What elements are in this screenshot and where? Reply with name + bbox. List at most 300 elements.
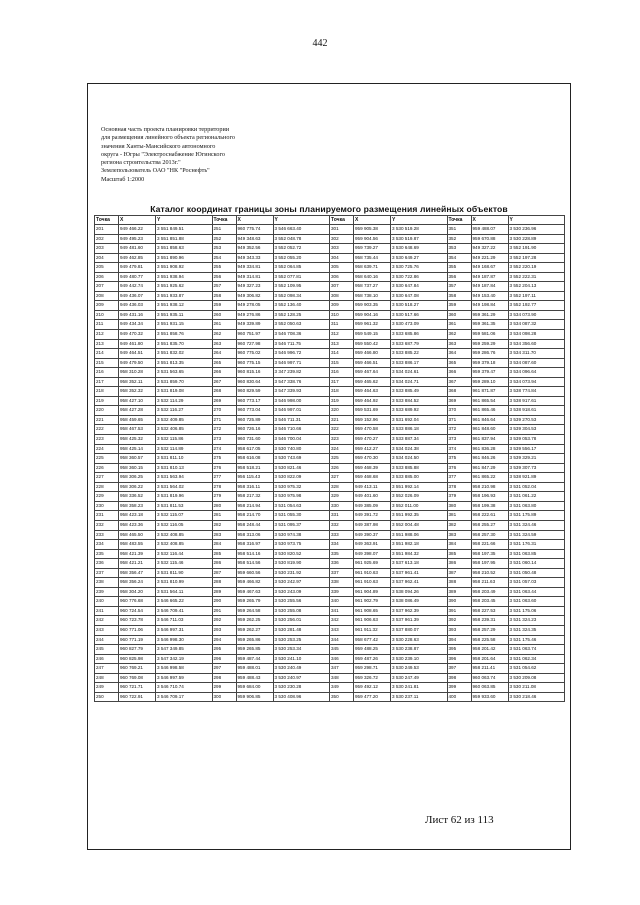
- point-cell: 359: [447, 301, 471, 311]
- point-cell: 309: [330, 301, 354, 311]
- x-cell: 949 479.81: [119, 263, 156, 273]
- y-cell: 3 532 115.46: [156, 559, 213, 569]
- x-cell: 960 724.54: [119, 606, 156, 616]
- point-cell: 338: [330, 578, 354, 588]
- x-cell: 956 115.43: [236, 473, 273, 483]
- y-cell: 3 530 249.53: [391, 664, 448, 674]
- point-cell: 288: [212, 578, 236, 588]
- point-cell: 256: [212, 272, 236, 282]
- x-cell: 959 265.86: [236, 635, 273, 645]
- table-row: [95, 673, 565, 683]
- point-cell: 330: [330, 501, 354, 511]
- point-cell: 278: [212, 482, 236, 492]
- x-cell: 949 464.51: [119, 349, 156, 359]
- table-row: [95, 463, 565, 473]
- y-cell: 3 533 886.18: [391, 425, 448, 435]
- y-cell: 3 533 687.79: [391, 339, 448, 349]
- x-cell: 949 479.50: [119, 358, 156, 368]
- x-cell: 959 905.38: [354, 225, 391, 235]
- y-cell: 3 533 886.17: [391, 358, 448, 368]
- point-cell: 303: [330, 244, 354, 254]
- point-cell: 271: [212, 415, 236, 425]
- y-cell: 3 552 050.63: [273, 320, 330, 330]
- point-cell: 206: [95, 272, 119, 282]
- y-cell: 3 551 938.94: [156, 272, 213, 282]
- point-cell: 296: [212, 654, 236, 664]
- x-cell: 961 848.60: [471, 425, 508, 435]
- point-cell: 369: [447, 396, 471, 406]
- point-cell: 351: [447, 225, 471, 235]
- point-cell: 268: [212, 387, 236, 397]
- x-cell: 960 726.16: [236, 425, 273, 435]
- x-cell: 949 436.03: [119, 301, 156, 311]
- y-cell: 3 531 324.23: [508, 616, 565, 626]
- point-cell: 360: [447, 310, 471, 320]
- x-cell: 958 423.18: [119, 511, 156, 521]
- x-cell: 961 911.32: [354, 625, 391, 635]
- point-cell: 281: [212, 511, 236, 521]
- x-cell: 949 221.29: [471, 253, 508, 263]
- y-cell: 3 552 197.28: [508, 253, 565, 263]
- y-cell: 3 531 324.59: [508, 530, 565, 540]
- x-cell: 949 327.23: [236, 282, 273, 292]
- table-row: [95, 492, 565, 502]
- x-cell: 959 488.01: [236, 664, 273, 674]
- point-cell: 368: [447, 387, 471, 397]
- x-cell: 960 775.02: [236, 349, 273, 359]
- x-cell: 959 464.63: [354, 387, 391, 397]
- table-row: [95, 654, 565, 664]
- y-cell: 3 551 851.88: [156, 234, 213, 244]
- y-cell: 3 534 096.64: [508, 368, 565, 378]
- point-cell: 313: [330, 339, 354, 349]
- point-cell: 312: [330, 330, 354, 340]
- x-cell: 958 356.24: [119, 578, 156, 588]
- point-cell: 250: [95, 692, 119, 702]
- point-cell: 242: [95, 616, 119, 626]
- y-cell: 3 534 073.94: [508, 377, 565, 387]
- table-row: [95, 635, 565, 645]
- y-cell: 3 552 055.20: [273, 253, 330, 263]
- point-cell: 227: [95, 473, 119, 483]
- x-cell: 961 902.79: [354, 597, 391, 607]
- point-cell: 205: [95, 263, 119, 273]
- point-cell: 316: [330, 368, 354, 378]
- table-row: [95, 597, 565, 607]
- point-cell: 396: [447, 654, 471, 664]
- y-cell: 3 551 992.35: [391, 511, 448, 521]
- point-cell: 380: [447, 501, 471, 511]
- y-cell: 3 551 890.96: [156, 253, 213, 263]
- y-cell: 3 530 236.96: [508, 225, 565, 235]
- y-cell: 3 530 231.92: [273, 568, 330, 578]
- point-cell: 325: [330, 454, 354, 464]
- x-cell: 958 197.95: [471, 559, 508, 569]
- point-cell: 328: [330, 482, 354, 492]
- y-cell: 3 552 128.25: [273, 310, 330, 320]
- point-cell: 280: [212, 501, 236, 511]
- x-cell: 960 063.85: [471, 683, 508, 693]
- x-cell: 958 518.21: [236, 463, 273, 473]
- point-cell: 385: [447, 549, 471, 559]
- y-cell: 3 539 556.17: [508, 444, 565, 454]
- point-cell: 395: [447, 645, 471, 655]
- point-cell: 383: [447, 530, 471, 540]
- x-cell: 959 466.80: [354, 349, 391, 359]
- y-cell: 3 531 063.74: [508, 645, 565, 655]
- x-cell: 960 773.17: [236, 396, 273, 406]
- y-cell: 3 537 962.39: [391, 606, 448, 616]
- y-cell: 3 533 689.92: [391, 406, 448, 416]
- y-cell: 3 530 975.98: [273, 492, 330, 502]
- table-row: [95, 540, 565, 550]
- y-cell: 3 552 048.78: [273, 234, 330, 244]
- x-cell: 958 483.55: [119, 540, 156, 550]
- y-cell: 3 552 220.19: [508, 263, 565, 273]
- point-cell: 354: [447, 253, 471, 263]
- x-cell: 961 910.63: [354, 578, 391, 588]
- point-cell: 284: [212, 540, 236, 550]
- y-cell: 3 546 711.31: [273, 415, 330, 425]
- y-cell: 3 546 663.40: [273, 225, 330, 235]
- y-cell: 3 531 063.80: [508, 501, 565, 511]
- point-cell: 371: [447, 415, 471, 425]
- x-cell: 961 865.54: [471, 396, 508, 406]
- y-cell: 3 546 710.66: [273, 425, 330, 435]
- x-cell: 959 468.39: [354, 463, 391, 473]
- y-cell: 3 546 997.31: [156, 625, 213, 635]
- x-cell: 959 549.15: [354, 330, 391, 340]
- point-cell: 373: [447, 435, 471, 445]
- y-cell: 3 546 711.03: [156, 616, 213, 626]
- point-cell: 319: [330, 396, 354, 406]
- table-row: [95, 396, 565, 406]
- x-cell: 959 470.27: [354, 435, 391, 445]
- y-cell: 3 530 821.46: [273, 463, 330, 473]
- x-cell: 960 827.79: [119, 645, 156, 655]
- point-cell: 201: [95, 225, 119, 235]
- x-cell: 949 398.07: [354, 549, 391, 559]
- point-cell: 216: [95, 368, 119, 378]
- y-cell: 3 531 811.53: [156, 501, 213, 511]
- y-cell: 3 531 176.31: [508, 540, 565, 550]
- point-cell: 336: [330, 559, 354, 569]
- x-cell: 960 721.71: [119, 683, 156, 693]
- x-cell: 959 298.71: [354, 664, 391, 674]
- header-line: Землепользователь ОАО "НК "Роснефть": [101, 167, 210, 175]
- point-cell: 321: [330, 415, 354, 425]
- y-cell: 3 532 408.85: [156, 530, 213, 540]
- point-cell: 331: [330, 511, 354, 521]
- x-cell: 958 421.21: [119, 559, 156, 569]
- table-row: [95, 587, 565, 597]
- x-cell: 958 316.97: [236, 540, 273, 550]
- x-cell: 958 617.05: [236, 444, 273, 454]
- x-cell: 958 639.71: [354, 263, 391, 273]
- point-cell: 356: [447, 272, 471, 282]
- x-cell: 949 387.98: [354, 520, 391, 530]
- point-cell: 308: [330, 291, 354, 301]
- y-cell: 3 531 564.11: [156, 587, 213, 597]
- table-row: [95, 454, 565, 464]
- x-cell: 959 933.60: [471, 692, 508, 702]
- x-cell: 959 467.63: [236, 587, 273, 597]
- x-cell: 958 336.52: [119, 492, 156, 502]
- table-row: [95, 616, 565, 626]
- x-cell: 958 640.16: [354, 272, 391, 282]
- column-header: X: [471, 216, 508, 225]
- x-cell: 958 427.28: [119, 406, 156, 416]
- x-cell: 958 196.93: [471, 492, 508, 502]
- point-cell: 361: [447, 320, 471, 330]
- y-cell: 3 531 175.89: [508, 511, 565, 521]
- point-cell: 219: [95, 396, 119, 406]
- point-cell: 235: [95, 549, 119, 559]
- x-cell: 961 847.29: [471, 463, 508, 473]
- x-cell: 960 063.74: [471, 673, 508, 683]
- x-cell: 949 278.05: [236, 301, 273, 311]
- point-cell: 377: [447, 473, 471, 483]
- point-cell: 231: [95, 511, 119, 521]
- x-cell: 949 363.91: [354, 540, 391, 550]
- point-cell: 275: [212, 454, 236, 464]
- point-cell: 364: [447, 349, 471, 359]
- y-cell: 3 530 473.09: [391, 320, 448, 330]
- point-cell: 229: [95, 492, 119, 502]
- y-cell: 3 546 997.71: [273, 358, 330, 368]
- y-cell: 3 539 053.78: [508, 435, 565, 445]
- y-cell: 3 533 884.52: [391, 396, 448, 406]
- y-cell: 3 552 222.31: [508, 272, 565, 282]
- y-cell: 3 530 740.80: [273, 444, 330, 454]
- x-cell: 958 211.63: [471, 578, 508, 588]
- x-cell: 958 225.58: [471, 635, 508, 645]
- y-cell: 3 551 933.87: [156, 291, 213, 301]
- y-cell: 3 538 921.89: [508, 473, 565, 483]
- point-cell: 337: [330, 568, 354, 578]
- point-cell: 317: [330, 377, 354, 387]
- x-cell: 959 531.69: [354, 406, 391, 416]
- x-cell: 959 739.27: [354, 244, 391, 254]
- y-cell: 3 551 984.32: [391, 549, 448, 559]
- y-cell: 3 530 725.76: [391, 263, 448, 273]
- column-header: Y: [156, 216, 213, 225]
- y-cell: 3 530 243.09: [273, 587, 330, 597]
- point-cell: 264: [212, 349, 236, 359]
- table-row: [95, 568, 565, 578]
- y-cell: 3 530 240.97: [273, 673, 330, 683]
- point-cell: 267: [212, 377, 236, 387]
- point-cell: 358: [447, 291, 471, 301]
- point-cell: 247: [95, 664, 119, 674]
- x-cell: 949 461.80: [119, 339, 156, 349]
- y-cell: 3 530 228.89: [508, 234, 565, 244]
- y-cell: 3 530 973.75: [273, 540, 330, 550]
- table-body: [95, 225, 565, 702]
- column-header: X: [119, 216, 156, 225]
- y-cell: 3 546 708.36: [273, 330, 330, 340]
- point-cell: 266: [212, 368, 236, 378]
- y-cell: 3 546 665.22: [156, 597, 213, 607]
- point-cell: 398: [447, 673, 471, 683]
- x-cell: 958 459.65: [119, 415, 156, 425]
- x-cell: 949 352.56: [236, 244, 273, 254]
- x-cell: 959 262.27: [236, 625, 273, 635]
- y-cell: 3 530 647.84: [391, 282, 448, 292]
- x-cell: 958 423.36: [119, 520, 156, 530]
- point-cell: 318: [330, 387, 354, 397]
- point-cell: 301: [330, 225, 354, 235]
- point-cell: 387: [447, 568, 471, 578]
- point-cell: 399: [447, 683, 471, 693]
- y-cell: 3 552 052.72: [273, 244, 330, 254]
- y-cell: 3 539 307.73: [508, 463, 565, 473]
- x-cell: 958 203.49: [471, 587, 508, 597]
- x-cell: 958 514.16: [236, 549, 273, 559]
- x-cell: 958 257.30: [471, 530, 508, 540]
- x-cell: 958 360.15: [119, 463, 156, 473]
- point-cell: 323: [330, 435, 354, 445]
- project-header: [101, 126, 331, 184]
- point-cell: 279: [212, 492, 236, 502]
- y-cell: 3 533 885.88: [391, 463, 448, 473]
- y-cell: 3 546 709.41: [156, 606, 213, 616]
- point-cell: 232: [95, 520, 119, 530]
- x-cell: 959 487.44: [236, 654, 273, 664]
- x-cell: 949 187.87: [471, 272, 508, 282]
- x-cell: 959 684.00: [236, 683, 273, 693]
- x-cell: 958 210.52: [471, 568, 508, 578]
- y-cell: 3 530 239.10: [391, 654, 448, 664]
- y-cell: 3 530 218.46: [508, 692, 565, 702]
- y-cell: 3 546 709.17: [156, 692, 213, 702]
- y-cell: 3 552 098.34: [273, 291, 330, 301]
- table-row: [95, 482, 565, 492]
- point-cell: 223: [95, 435, 119, 445]
- point-cell: 239: [95, 587, 119, 597]
- y-cell: 3 537 961.39: [391, 616, 448, 626]
- table-row: [95, 377, 565, 387]
- y-cell: 3 537 613.18: [391, 559, 448, 569]
- x-cell: 959 488.43: [236, 673, 273, 683]
- point-cell: 339: [330, 587, 354, 597]
- point-cell: 276: [212, 463, 236, 473]
- point-cell: 386: [447, 559, 471, 569]
- y-cell: 3 539 329.21: [508, 454, 565, 464]
- table-row: [95, 406, 565, 416]
- point-cell: 397: [447, 664, 471, 674]
- table-row: [95, 501, 565, 511]
- y-cell: 3 551 988.06: [391, 530, 448, 540]
- point-cell: 265: [212, 358, 236, 368]
- table-row: [95, 310, 565, 320]
- y-cell: 3 533 885.22: [391, 349, 448, 359]
- x-cell: 960 776.68: [119, 597, 156, 607]
- x-cell: 959 477.20: [354, 692, 391, 702]
- x-cell: 959 904.16: [354, 310, 391, 320]
- y-cell: 3 533 685.86: [391, 330, 448, 340]
- y-cell: 3 534 024.38: [391, 444, 448, 454]
- x-cell: 959 492.12: [354, 683, 391, 693]
- point-cell: 215: [95, 358, 119, 368]
- x-cell: 960 771.19: [119, 635, 156, 645]
- table-row: [95, 339, 565, 349]
- x-cell: 958 199.38: [471, 501, 508, 511]
- point-cell: 260: [212, 310, 236, 320]
- header-line: для размещения линейного объекта регионального: [101, 134, 235, 142]
- x-cell: 960 830.64: [236, 377, 273, 387]
- point-cell: 363: [447, 339, 471, 349]
- x-cell: 959 361.35: [471, 320, 508, 330]
- x-cell: 958 201.42: [471, 645, 508, 655]
- y-cell: 3 530 974.38: [273, 530, 330, 540]
- x-cell: 949 187.84: [471, 282, 508, 292]
- y-cell: 3 547 339.93: [273, 387, 330, 397]
- x-cell: 959 259.29: [471, 339, 508, 349]
- point-cell: 224: [95, 444, 119, 454]
- table-row: [95, 692, 565, 702]
- point-cell: 376: [447, 463, 471, 473]
- y-cell: 3 531 811.90: [156, 568, 213, 578]
- y-cell: 3 538 918.61: [508, 406, 565, 416]
- column-header: Y: [508, 216, 565, 225]
- x-cell: 958 306.22: [119, 482, 156, 492]
- y-cell: 3 531 063.85: [508, 549, 565, 559]
- x-cell: 959 326.72: [354, 673, 391, 683]
- y-cell: 3 530 281.48: [273, 625, 330, 635]
- y-cell: 3 551 858.76: [156, 330, 213, 340]
- x-cell: 959 152.96: [354, 415, 391, 425]
- y-cell: 3 531 810.99: [156, 578, 213, 588]
- point-cell: 209: [95, 301, 119, 311]
- point-cell: 347: [330, 664, 354, 674]
- y-cell: 3 551 935.11: [156, 310, 213, 320]
- x-cell: 959 465.62: [354, 377, 391, 387]
- x-cell: 949 348.63: [236, 234, 273, 244]
- point-cell: 225: [95, 454, 119, 464]
- x-cell: 960 829.59: [236, 387, 273, 397]
- x-cell: 959 467.64: [354, 368, 391, 378]
- x-cell: 959 550.42: [354, 339, 391, 349]
- point-cell: 326: [330, 463, 354, 473]
- point-cell: 378: [447, 482, 471, 492]
- y-cell: 3 551 908.92: [156, 263, 213, 273]
- point-cell: 333: [330, 530, 354, 540]
- table-row: [95, 549, 565, 559]
- point-cell: 245: [95, 645, 119, 655]
- y-cell: 3 530 820.52: [273, 549, 330, 559]
- x-cell: 949 436.07: [119, 291, 156, 301]
- column-header: Точка: [330, 216, 354, 225]
- point-cell: 389: [447, 587, 471, 597]
- x-cell: 961 925.69: [354, 559, 391, 569]
- point-cell: 367: [447, 377, 471, 387]
- x-cell: 949 442.74: [119, 282, 156, 292]
- x-cell: 949 334.81: [236, 263, 273, 273]
- y-cell: 3 532 409.85: [156, 415, 213, 425]
- y-cell: 3 533 887.34: [391, 435, 448, 445]
- point-cell: 285: [212, 549, 236, 559]
- y-cell: 3 537 880.07: [391, 625, 448, 635]
- x-cell: 949 466.22: [119, 225, 156, 235]
- x-cell: 958 425.14: [119, 444, 156, 454]
- y-cell: 3 531 063.60: [508, 597, 565, 607]
- point-cell: 257: [212, 282, 236, 292]
- point-cell: 249: [95, 683, 119, 693]
- y-cell: 3 551 832.02: [156, 349, 213, 359]
- x-cell: 959 466.82: [236, 578, 273, 588]
- point-cell: 393: [447, 625, 471, 635]
